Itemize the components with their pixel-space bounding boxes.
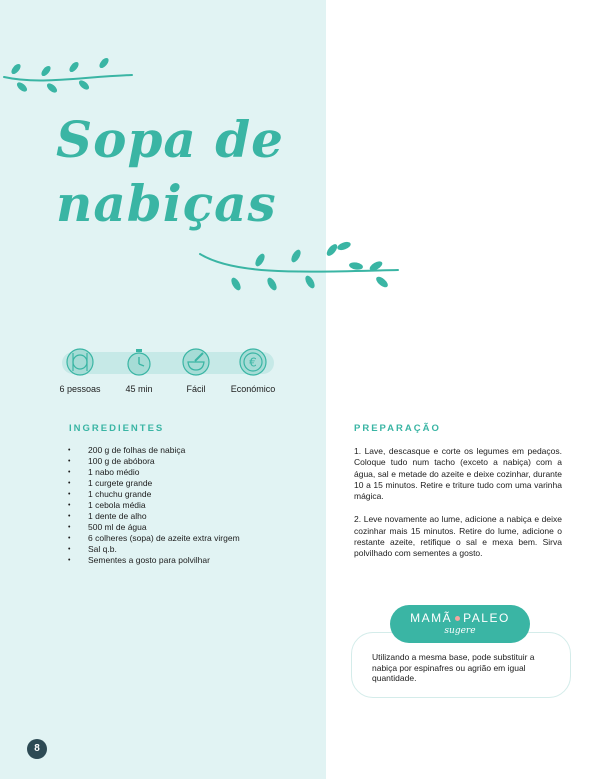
dot-icon	[455, 616, 460, 621]
ingredient-item: • 1 chuchu grande	[68, 489, 240, 500]
badge-brand	[390, 611, 530, 625]
ingredient-item: • 1 nabo médio	[68, 467, 240, 478]
ingredient-item: • Sal q.b.	[68, 544, 240, 555]
preparation-step-1: 1. Lave, descasque e corte os legumes em pedaços. Coloque tudo num tacho (exceto a nabiça) com a água, sal e metade do azeite e deixe cozinhar, durante 10 a 15 minutos. Retire e triture tudo com uma varinha mágica.	[354, 446, 562, 502]
preparation-heading: PREPARAÇÃO	[354, 423, 441, 434]
preparation-steps	[354, 446, 562, 572]
mortar-pestle-icon	[181, 347, 211, 377]
ingredients-heading: INGREDIENTES	[69, 423, 165, 434]
stopwatch-icon	[124, 347, 154, 377]
difficulty-label: Fácil	[186, 384, 206, 394]
preparation-step-2: 2. Leve novamente ao lume, adicione a nabiça e deixe cozinhar mais 15 minutos. Retire do lume, adicione o restante azeite, retifique o sal e mexa bem. Sirva polvilhado com sementes a gosto.	[354, 514, 562, 559]
ingredient-item: • 1 curgete grande	[68, 478, 240, 489]
title-line-1: Sopa de	[56, 110, 284, 169]
badge-brand-left: MAMÃ	[410, 611, 453, 625]
badge-subtitle: sugere	[444, 626, 476, 636]
vine-decoration-top	[0, 55, 140, 95]
title-line-2: nabiças	[56, 174, 277, 233]
recipe-title	[56, 108, 284, 236]
plate-icon	[65, 347, 95, 377]
time-label: 45 min	[125, 384, 153, 394]
euro-icon	[238, 347, 268, 377]
cost-label: Económico	[230, 384, 276, 394]
ingredient-item: • 1 dente de alho	[68, 511, 240, 522]
ingredient-item: • 500 ml de água	[68, 522, 240, 533]
servings-label: 6 pessoas	[59, 384, 101, 394]
badge-brand-right: PALEO	[463, 611, 510, 625]
tip-text: Utilizando a mesma base, pode substituir a nabiça por espinafres ou agrião em igual quantidade.	[372, 652, 535, 683]
ingredient-item: • 1 cebola média	[68, 500, 240, 511]
svg-text:€: €	[249, 355, 257, 370]
mama-paleo-badge	[390, 605, 530, 643]
ingredient-item: • 6 colheres (sopa) de azeite extra virgem	[68, 533, 240, 544]
vine-decoration-middle	[196, 236, 402, 296]
ingredient-item: • Sementes a gosto para polvilhar	[68, 555, 240, 566]
page-number: 8	[27, 739, 47, 759]
ingredient-item: • 200 g de folhas de nabiça	[68, 445, 240, 456]
ingredient-item: • 100 g de abóbora	[68, 456, 240, 467]
ingredients-list	[68, 445, 240, 566]
